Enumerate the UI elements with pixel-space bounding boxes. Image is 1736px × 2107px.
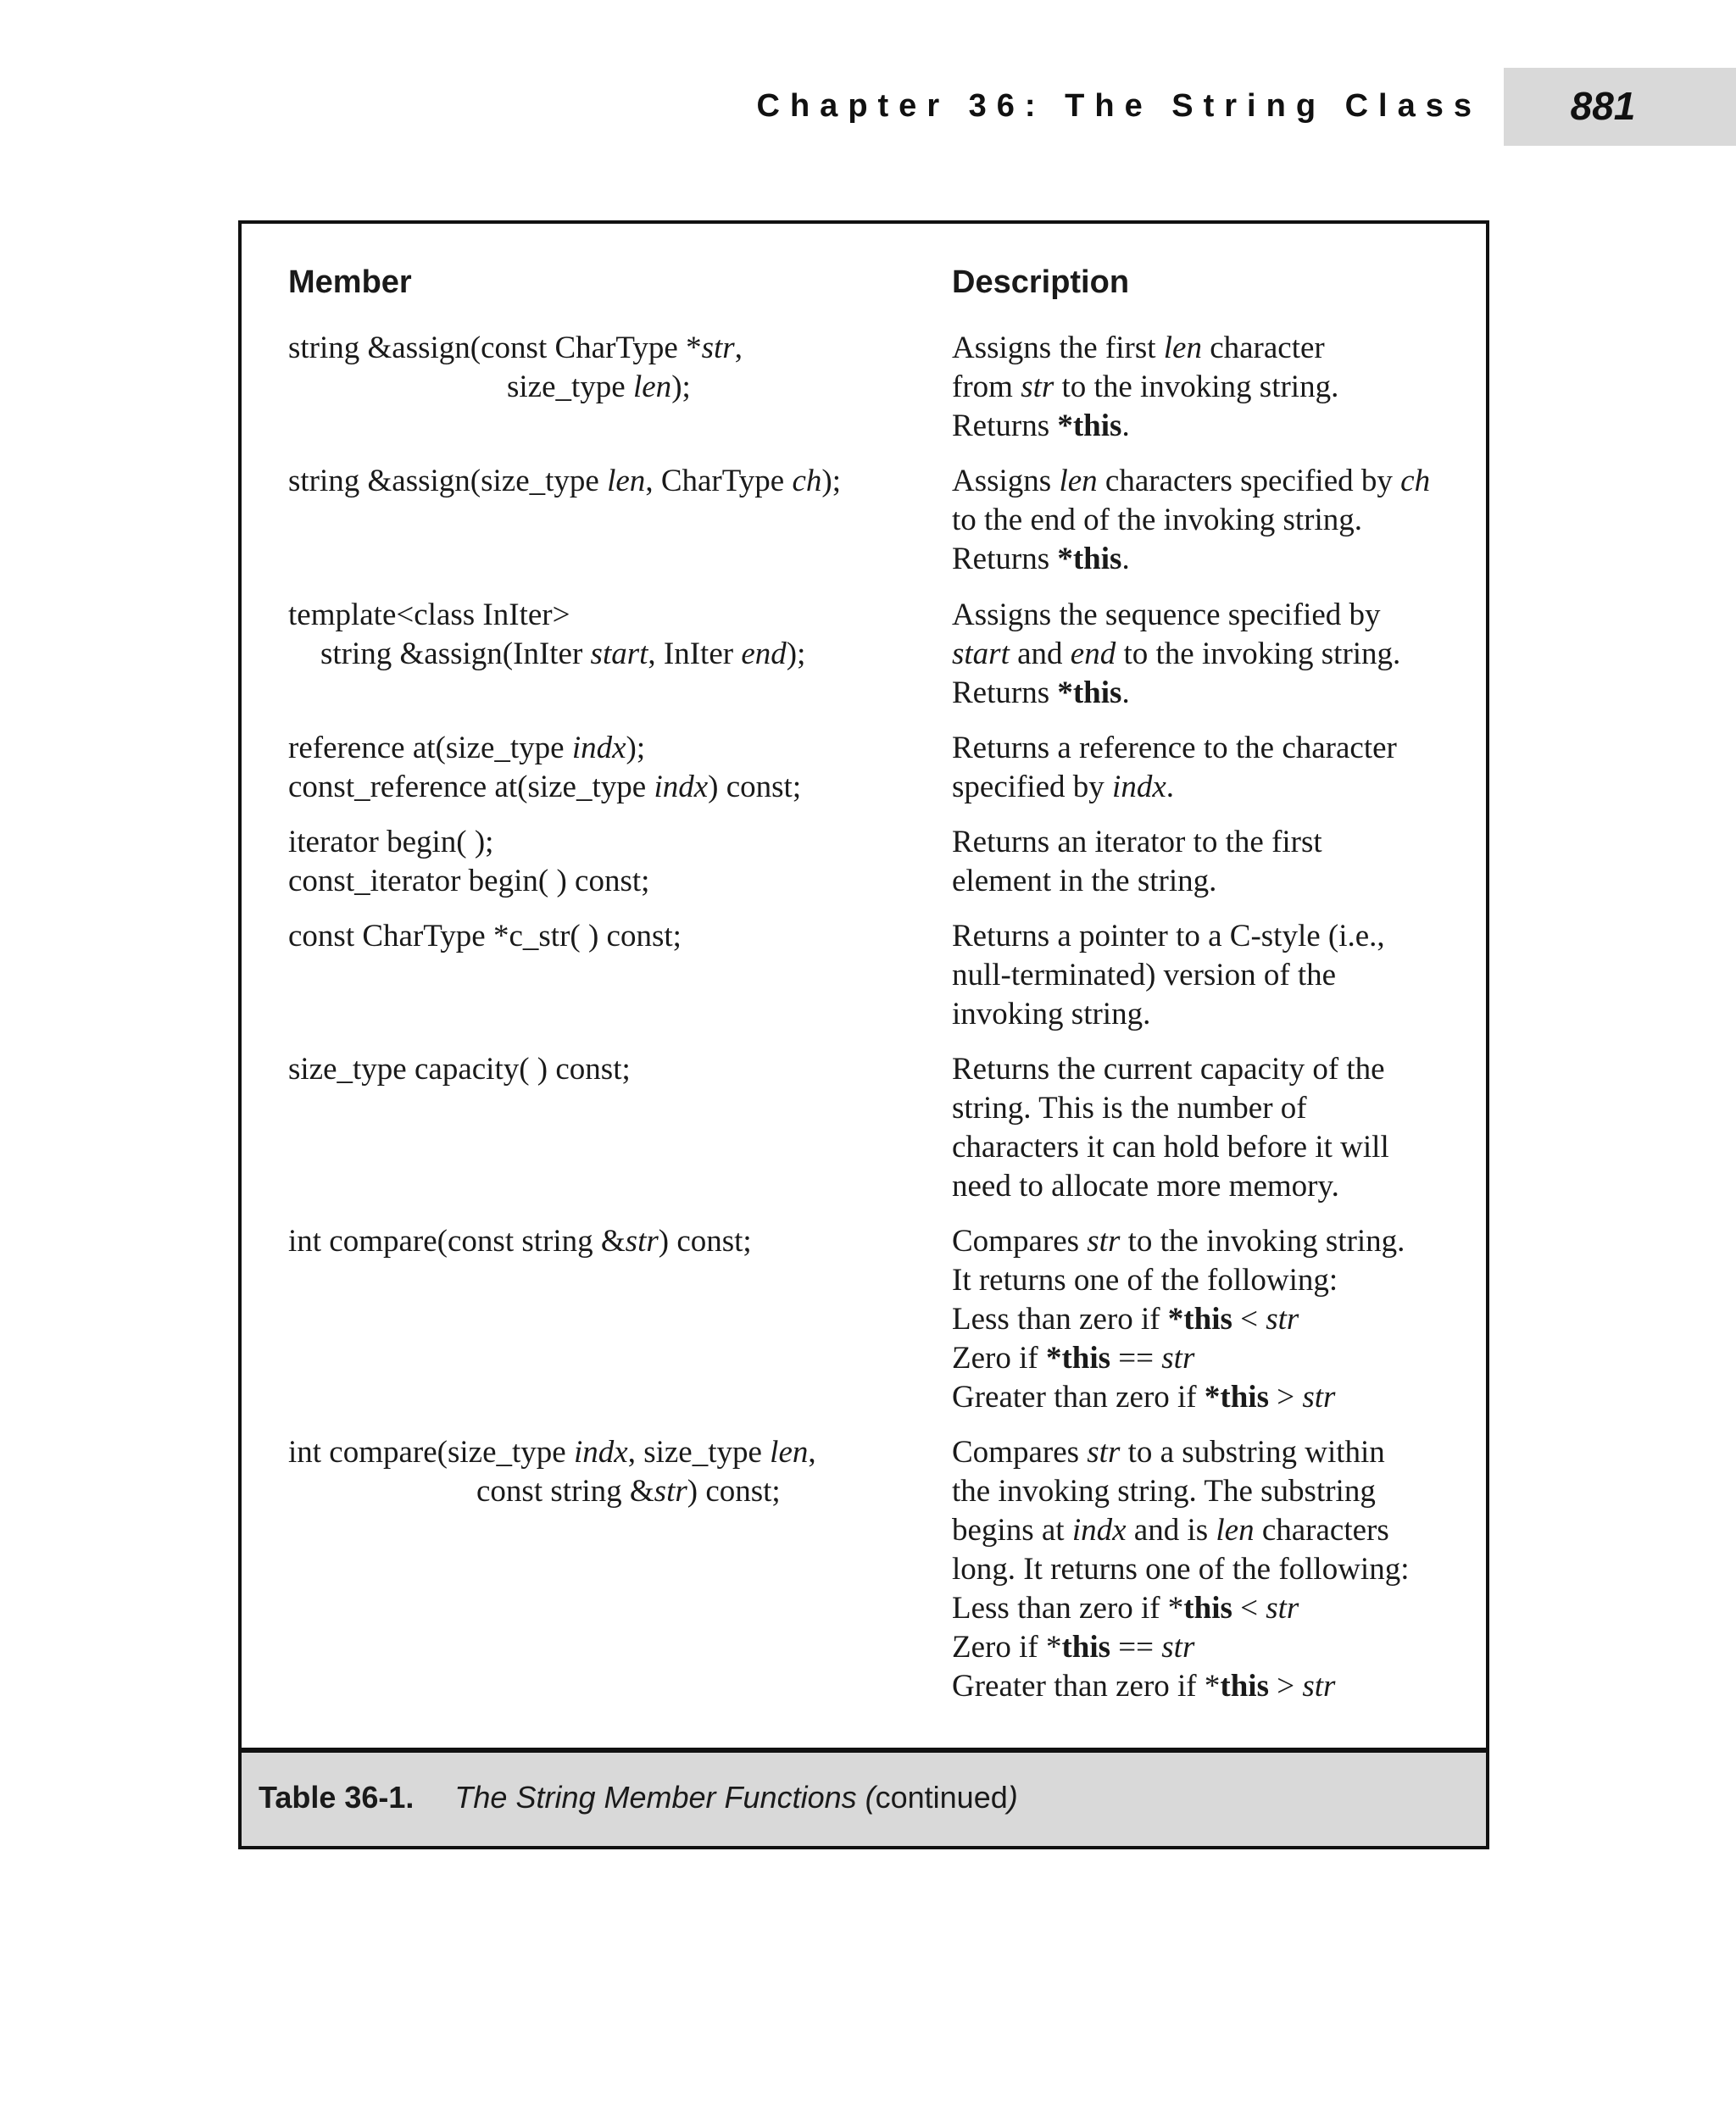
text-run: Assigns the sequence specified by	[952, 598, 1381, 632]
member-signature	[288, 729, 932, 807]
page-number-tab	[1504, 68, 1736, 146]
member-line	[288, 768, 932, 807]
italic-run: len	[1059, 464, 1098, 498]
text-run: Greater than zero if *	[952, 1669, 1221, 1704]
text-run: Returns an iterator to the first	[952, 825, 1322, 859]
italic-run: indx	[1112, 770, 1166, 804]
text-run: Less than zero if *	[952, 1591, 1184, 1626]
description-line	[952, 596, 1494, 635]
text-run: size_type capacity( ) const;	[288, 1052, 631, 1087]
text-run: ) const;	[708, 770, 802, 804]
italic-run: ch	[792, 464, 822, 498]
table-caption-paren-close: )	[1007, 1780, 1018, 1815]
italic-run: indx	[571, 731, 626, 765]
member-signature	[288, 329, 932, 407]
member-line	[288, 917, 932, 956]
description-line	[952, 1261, 1494, 1300]
bold-run: *this	[1057, 409, 1122, 443]
description-line	[952, 329, 1494, 368]
bold-run: this	[1061, 1630, 1111, 1665]
italic-run: str	[1087, 1224, 1121, 1259]
page-number: 881	[1570, 84, 1636, 128]
text-run: );	[821, 464, 841, 498]
italic-run: str	[1161, 1630, 1195, 1665]
member-line	[288, 729, 932, 768]
text-run: const string &	[476, 1474, 654, 1509]
member-line	[288, 329, 932, 368]
text-run: and	[1009, 637, 1071, 671]
text-run: .	[1121, 542, 1130, 576]
member-line	[288, 823, 932, 862]
description-line	[952, 1089, 1494, 1128]
italic-run: str	[1161, 1341, 1195, 1376]
text-run: and is	[1126, 1513, 1216, 1548]
text-run: .	[1121, 409, 1130, 443]
text-run: const_iterator begin( ) const;	[288, 864, 650, 898]
italic-run: indx	[1071, 1513, 1127, 1548]
text-run: Assigns	[952, 464, 1060, 498]
bold-run: *this	[1167, 1302, 1232, 1337]
description-line	[952, 1339, 1494, 1378]
description-line	[952, 1433, 1494, 1472]
bold-run: this	[1183, 1591, 1232, 1626]
text-run: size_type	[507, 370, 633, 404]
member-functions-table	[238, 220, 1489, 1849]
text-run: int compare(size_type	[288, 1435, 574, 1470]
description-line	[952, 956, 1494, 995]
member-signature	[288, 823, 932, 901]
member-signature	[288, 1050, 932, 1089]
table-caption-paren-open: (	[856, 1780, 876, 1815]
text-run: string &assign(InIter	[320, 637, 591, 671]
italic-run: str	[1302, 1669, 1336, 1704]
description-line	[952, 1511, 1494, 1550]
italic-run: indx	[573, 1435, 628, 1470]
bold-run: *this	[1057, 542, 1122, 576]
text-run: to a substring within	[1120, 1435, 1385, 1470]
description-line	[952, 368, 1494, 407]
bold-run: *this	[1045, 1341, 1111, 1376]
text-run: to the invoking string.	[1116, 637, 1401, 671]
description-line	[952, 1128, 1494, 1167]
text-run: Returns	[952, 675, 1058, 710]
italic-run: str	[1266, 1302, 1299, 1337]
description-line	[952, 501, 1494, 540]
text-run: const_reference at(size_type	[288, 770, 654, 804]
table-caption-label: Table 36-1.	[259, 1780, 415, 1815]
text-run: , size_type	[627, 1435, 771, 1470]
description-line	[952, 1378, 1494, 1417]
text-run: ) const;	[687, 1474, 781, 1509]
text-run: >	[1268, 1380, 1303, 1415]
member-signature	[288, 462, 932, 501]
description-line	[952, 540, 1494, 579]
italic-run: start	[590, 637, 648, 671]
description-line	[952, 1050, 1494, 1089]
italic-run: end	[1070, 637, 1116, 671]
description-line	[952, 729, 1494, 768]
text-run: character	[1201, 331, 1325, 365]
text-run: Assigns the first	[952, 331, 1164, 365]
text-run: <	[1232, 1302, 1266, 1337]
text-run: ) const;	[658, 1224, 752, 1259]
text-run: characters it can hold before it will	[952, 1130, 1389, 1165]
table-caption-bar	[242, 1748, 1486, 1846]
text-run: int compare(const string &	[288, 1224, 626, 1259]
description-line	[952, 462, 1494, 501]
member-description	[952, 1050, 1494, 1206]
italic-run: str	[701, 331, 735, 365]
text-run: Compares	[952, 1224, 1088, 1259]
text-run: .	[1121, 675, 1130, 710]
member-line	[288, 1222, 932, 1261]
italic-run: str	[1021, 370, 1054, 404]
member-signature	[288, 917, 932, 956]
description-line	[952, 917, 1494, 956]
column-header-description: Description	[952, 264, 1130, 300]
text-run: >	[1268, 1669, 1303, 1704]
member-line	[288, 635, 932, 674]
table-caption-continued: continued	[875, 1780, 1008, 1815]
member-line	[288, 1050, 932, 1089]
italic-run: end	[741, 637, 787, 671]
member-line	[288, 1433, 932, 1472]
text-run: Returns a reference to the character	[952, 731, 1397, 765]
member-signature	[288, 1222, 932, 1261]
member-signature	[288, 1433, 932, 1511]
italic-run: len	[632, 370, 672, 404]
member-line	[288, 1472, 932, 1511]
italic-run: str	[1302, 1380, 1336, 1415]
italic-run: len	[1216, 1513, 1255, 1548]
member-description	[952, 1433, 1494, 1706]
italic-run: len	[607, 464, 646, 498]
text-run: Zero if	[952, 1341, 1046, 1376]
text-run: );	[671, 370, 691, 404]
text-run: begins at	[952, 1513, 1072, 1548]
italic-run: indx	[654, 770, 709, 804]
text-run: to the invoking string.	[1054, 370, 1339, 404]
text-run: iterator begin( );	[288, 825, 494, 859]
italic-run: str	[1266, 1591, 1299, 1626]
italic-run: ch	[1400, 464, 1431, 498]
text-run: Returns the current capacity of the	[952, 1052, 1385, 1087]
description-line	[952, 768, 1494, 807]
bold-run: *this	[1057, 675, 1122, 710]
column-header-member: Member	[288, 264, 412, 300]
member-description	[952, 462, 1494, 579]
text-run: to the invoking string.	[1120, 1224, 1405, 1259]
text-run: Returns	[952, 409, 1058, 443]
description-line	[952, 1300, 1494, 1339]
table-caption-title: The String Member Functions	[454, 1780, 857, 1815]
text-run: const CharType *c_str( ) const;	[288, 919, 682, 953]
table-caption	[259, 1780, 1018, 1815]
description-line	[952, 1589, 1494, 1628]
description-line	[952, 407, 1494, 446]
text-run: It returns one of the following:	[952, 1263, 1338, 1298]
description-line	[952, 1167, 1494, 1206]
italic-run: len	[1163, 331, 1202, 365]
text-run: the invoking string. The substring	[952, 1474, 1376, 1509]
bold-run: this	[1220, 1669, 1269, 1704]
description-line	[952, 1222, 1494, 1261]
text-run: string &assign(size_type	[288, 464, 608, 498]
member-description	[952, 596, 1494, 713]
member-line	[288, 368, 932, 407]
member-line	[288, 596, 932, 635]
text-run: );	[626, 731, 646, 765]
text-run: string &assign(const CharType *	[288, 331, 702, 365]
text-run: <	[1232, 1591, 1266, 1626]
text-run: Zero if *	[952, 1630, 1062, 1665]
text-run: from	[952, 370, 1021, 404]
description-line	[952, 995, 1494, 1034]
description-line	[952, 1472, 1494, 1511]
italic-run: str	[654, 1474, 687, 1509]
text-run: to the end of the invoking string.	[952, 503, 1363, 537]
text-run: , CharType	[645, 464, 793, 498]
text-run: , InIter	[648, 637, 742, 671]
running-head: Chapter 36: The String Class	[756, 88, 1482, 124]
text-run: Less than zero if	[952, 1302, 1168, 1337]
text-run: invoking string.	[952, 997, 1151, 1031]
text-run: ==	[1110, 1341, 1162, 1376]
text-run: Returns a pointer to a C-style (i.e.,	[952, 919, 1385, 953]
italic-run: str	[625, 1224, 659, 1259]
member-description	[952, 917, 1494, 1034]
text-run: Greater than zero if	[952, 1380, 1205, 1415]
text-run: characters	[1254, 1513, 1389, 1548]
member-description	[952, 729, 1494, 807]
text-run: reference at(size_type	[288, 731, 572, 765]
table-body	[242, 224, 1486, 1753]
text-run: );	[786, 637, 806, 671]
description-line	[952, 862, 1494, 901]
description-line	[952, 635, 1494, 674]
member-description	[952, 1222, 1494, 1417]
text-run: element in the string.	[952, 864, 1217, 898]
text-run: long. It returns one of the following:	[952, 1552, 1410, 1587]
description-line	[952, 823, 1494, 862]
description-line	[952, 674, 1494, 713]
italic-run: str	[1087, 1435, 1121, 1470]
description-line	[952, 1550, 1494, 1589]
text-run: characters specified by	[1097, 464, 1401, 498]
member-description	[952, 823, 1494, 901]
text-run: null-terminated) version of the	[952, 958, 1337, 992]
member-description	[952, 329, 1494, 446]
member-line	[288, 462, 932, 501]
text-run: .	[1166, 770, 1174, 804]
text-run: Returns	[952, 542, 1058, 576]
description-line	[952, 1667, 1494, 1706]
text-run: Compares	[952, 1435, 1088, 1470]
description-line	[952, 1628, 1494, 1667]
text-run: need to allocate more memory.	[952, 1169, 1339, 1204]
italic-run: start	[952, 637, 1010, 671]
text-run: template<class InIter>	[288, 598, 570, 632]
member-signature	[288, 596, 932, 674]
text-run: ==	[1110, 1630, 1162, 1665]
italic-run: len	[770, 1435, 809, 1470]
text-run: ,	[734, 331, 743, 365]
text-run: string. This is the number of	[952, 1091, 1307, 1126]
text-run: ,	[808, 1435, 816, 1470]
text-run: specified by	[952, 770, 1113, 804]
bold-run: *this	[1204, 1380, 1269, 1415]
member-line	[288, 862, 932, 901]
